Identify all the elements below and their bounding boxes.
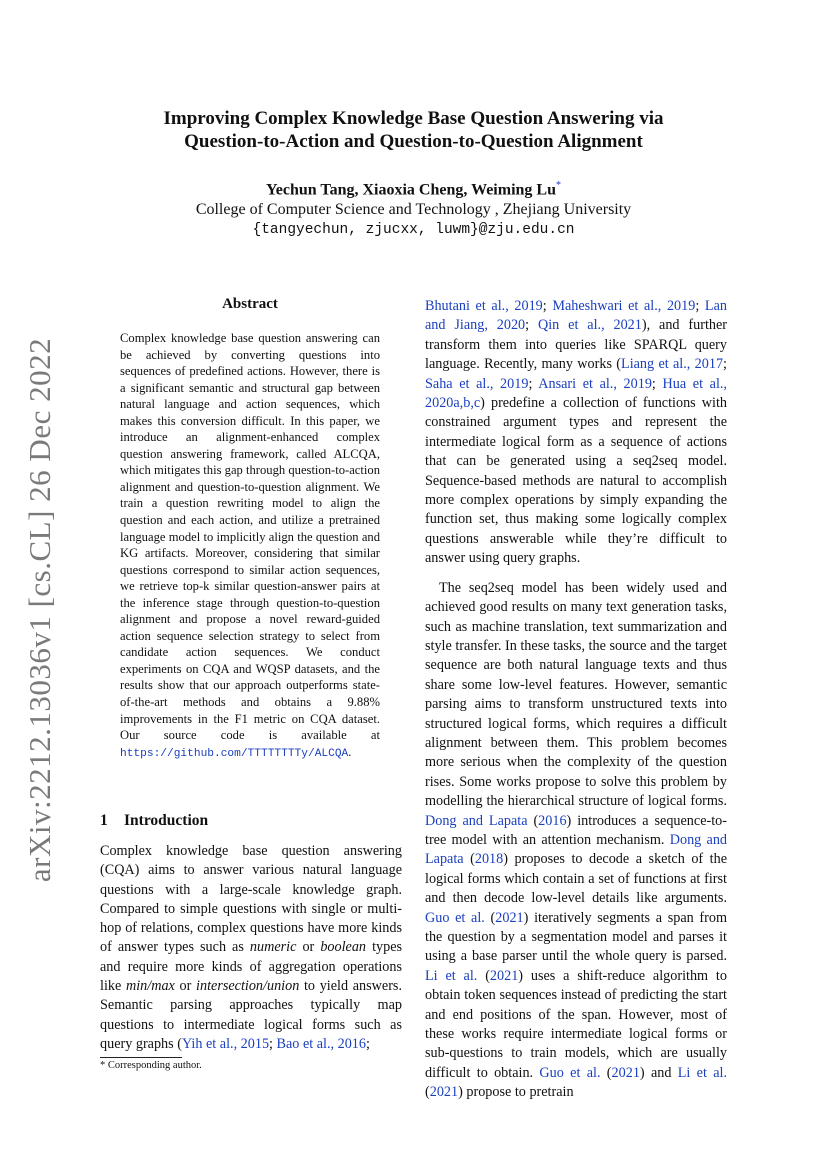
cite-li[interactable]: Li et al. [425,967,478,984]
cite-dong-2018[interactable]: Dong and Lapata [425,831,728,868]
cite-bhutani[interactable]: Bhutani et al., 2019 [425,298,543,314]
intro-text-2: types and require more kinds of aggregation operations like [100,939,403,995]
col2-and: and [650,1064,672,1081]
cite-li-2[interactable]: Li et al. [677,1064,727,1081]
affiliation: College of Computer Science and Technology , Zhejiang University [195,201,632,218]
col2-text-2a: The seq2seq model has been widely used and achieved good results on many text generation tasks, such as machine translation, text summarization and style transfer. In these tasks, the source and the target sequence are both natural language texts and thus share some low-level features. However, semantic parsing aims to transform unstructured texts into structured logical forms, which requires a difficult alignment between them. This problem becomes more serious when the complexity of the question rises. Some works propose to solve this problem by modelling the hierarchical structure of logical forms. [425,579,727,810]
cite-dong-2016[interactable]: Dong and Lapata [425,812,528,829]
abstract-end: . [348,744,352,759]
paper-title [100,107,727,153]
cite-dong-2018-year[interactable]: 2018 [474,851,504,868]
arxiv-id: arXiv:2212.13036v1 [cs.CL] 26 Dec 2022 [22,337,57,883]
term-numeric: numeric [249,939,297,956]
col2-text-1b: ) predefine a collection of functions with constrained argument types and represent the intermediate logical form as a sequence of actions that can be generated using a seq2seq model. Sequence-based methods are natural to accomplish more complex operations by simply expanding the function set, thus making some logically complex questions answerable while they’re difficult to answer using query graphs. [425,395,727,567]
cite-yih[interactable]: Yih et al., 2015 [181,1035,270,1052]
cite-li-2-year[interactable]: 2021 [429,1084,459,1101]
col2-text-2f: propose to pretrain [466,1084,574,1101]
footnote-rule [100,1057,182,1058]
cite-hua[interactable]: Hua et al., 2020a,b,c [425,375,727,412]
author-names: Yechun Tang, Xiaoxia Cheng, Weiming Lu [265,181,556,199]
cite-dong-2016-year[interactable]: 2016 [538,812,567,829]
intro-text-1: Complex knowledge base question answering (CQA) aims to answer various natural language questions with a large-scale knowledge graph. Compared to simple questions with single or multi-hop of relations, complex questions have more kinds of answer types such as [100,843,402,956]
col2-text-1a: ), and further transform them into queries like SPARQL query language. Recently, many works ( [425,317,728,373]
authors [100,180,727,199]
col2-paragraph-1: Bhutani et al., 2019; Maheshwari et al., 2019; Lan and Jiang, 2020; Qin et al., 2021), and further transform them into queries like SPARQL query language. Recently, many works (Liang et al., 2017; Saha et al., 2019; Ansari et al., 2019; Hua et al., 2020a,b,c) predefine a collection of functions with constrained argument types and represent the intermediate logical form as a sequence of actions that can be generated using a seq2seq model. Sequence-based methods are natural to accomplish more complex operations by simply expanding the function set, thus making some logically complex questions answerable while they’re difficult to answer using query graphs. [425,298,728,567]
intro-text-3: to yield answers. Semantic parsing approaches typically map questions to intermediate logical forms such as query graphs ( [100,978,403,1052]
cite-ansari[interactable]: Ansari et al., 2019 [538,375,652,392]
intro-paragraph: Complex knowledge base question answering (CQA) aims to answer various natural language questions with a large-scale knowledge graph. Compared to simple questions with single or multi-hop of relations, complex questions have more kinds of answer types such as numeric or boolean types and require more kinds of aggregation operations like min/max or intersection/union to yield answers. Semantic parsing approaches typically map questions to intermediate logical forms such as query graphs (Yih et al., 2015; Bao et al., 2016; [100,843,403,1052]
cite-guo-2[interactable]: Guo et al. [539,1064,601,1081]
abstract-text: Complex knowledge base question answering can be achieved by converting questions into sequences of predefined actions. However, there is a significant semantic and structural gap between natural language and action sequences, which makes this conversion difficult. In this paper, we introduce an alignment-enhanced complex question answering framework, called ALCQA, which mitigates this gap through question-to-action alignment and question-to-question alignment. We train a question rewriting model to align the question and each action, and utilize a pretrained language model to implicitly align the question and KG artifacts. Moreover, considering that similar questions correspond to similar action sequences, we retrieve top-k similar question-answer pairs at the inference stage through question-to-question alignment and propose a novel reward-guided action sequence selection strategy to select from candidate action sequences. We conduct experiments on CQA and WQSP datasets, and the results show that our approach outperforms state-of-the-art methods and obtains a 9.88% improvements in the F1 metric on CQA dataset. Our source code is available at [120,331,380,743]
cite-qin[interactable]: Qin et al., 2021 [537,317,642,334]
abstract-heading: Abstract [222,296,278,312]
abstract-body [120,330,380,762]
section-heading [100,812,400,830]
cite-lan[interactable]: Lan and Jiang, 2020 [425,298,727,334]
cite-liang[interactable]: Liang et al., 2017 [621,356,724,373]
term-minmax: min/max [125,978,175,995]
cite-sep: ; [269,1035,277,1052]
cite-guo-year[interactable]: 2021 [495,909,524,926]
term-boolean: boolean [320,939,367,956]
code-url-link[interactable]: https://github.com/TTTTTTTTy/ALCQA [120,747,349,760]
section-number: 1 [100,812,108,829]
title-line-2: Question-to-Action and Question-to-Question Alignment [184,131,643,152]
col2-text-2e: uses a shift-reduce algorithm to obtain token sequences instead of predicting the start and end positions of the span. However, most of these works require intermediate logical forms or sub-questions to train models, which are usually difficult to obtain. [425,967,727,1081]
right-column [425,297,727,1103]
col2-paragraph-2: The seq2seq model has been widely used and achieved good results on many text generation tasks, such as machine translation, text summarization and style transfer. In these tasks, the source and the target sequence are both natural language texts and thus share some low-level features. However, semantic parsing aims to transform unstructured texts into structured logical forms, which requires a difficult alignment between them. This problem becomes more serious when the complexity of the question rises. Some works propose to solve this problem by modelling the hierarchical structure of logical forms. Dong and Lapata (2016) introduces a sequence-to-tree model with an attention mechanism. Dong and Lapata (2018) proposes to decode a sketch of the logical forms which contain a set of functions at first and then decode low-level details like arguments. Guo et al. (2021) iteratively segments a span from the question by a segmentation model and parses it using a base parser until the whole query is parsed. Li et al. (2021) uses a shift-reduce algorithm to obtain token sequences instead of predicting the start and end positions of the span. However, most of these works require intermediate logical forms or sub-questions to train models, which are usually difficult to obtain. Guo et al. (2021) and Li et al. (2021) propose to pretrain [425,579,728,1101]
cite-guo-2-year[interactable]: 2021 [611,1064,640,1081]
cite-maheshwari[interactable]: Maheshwari et al., 2019 [552,298,696,314]
email: {tangyechun, zjucxx, luwm}@zju.edu.cn [252,222,575,238]
col2-text-2b: introduces a sequence-to-tree model with an attention mechanism. [425,812,727,848]
term-intersection: intersection/union [196,978,300,995]
cite-bao[interactable]: Bao et al., 2016 [276,1035,366,1052]
section-title: Introduction [124,812,209,829]
title-line-1: Improving Complex Knowledge Base Question Answering via [163,108,664,129]
col2-text-2c: proposes to decode a sketch of the logical forms which contain a set of functions at first and then decode low-level details like arguments. [425,851,728,907]
footnote: * Corresponding author. [100,1060,202,1071]
corresponding-mark[interactable]: * [556,180,561,191]
col2-text-2d: iteratively segments a span from the question by a segmentation model and parses it using a base parser until the whole query is parsed. [425,909,727,965]
cite-guo[interactable]: Guo et al. [425,909,485,926]
intro-or-2: or [179,978,192,995]
cite-li-year[interactable]: 2021 [489,967,519,984]
cite-saha[interactable]: Saha et al., 2019 [425,375,529,392]
intro-or-1: or [302,939,315,956]
arxiv-stamp [20,337,60,883]
